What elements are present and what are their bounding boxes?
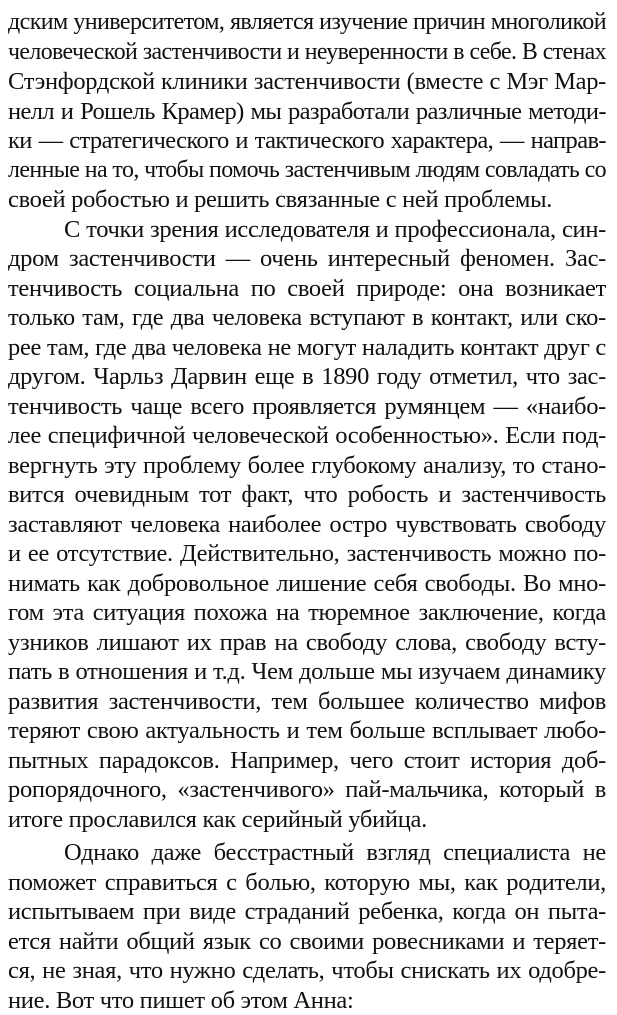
text-line: тенчивость социальна по своей природе: она возникает (8, 274, 606, 304)
text-line: своей робостью и решить связанные с ней проблемы. (8, 185, 606, 215)
text-line: вергнуть эту проблему более глубокому анализу, то стано- (8, 451, 606, 481)
text-line: другом. Чарльз Дарвин еще в 1890 году отметил, что зас- (8, 362, 606, 392)
text-line: и ее отсутствие. Действительно, застенчивость можно по- (8, 539, 606, 569)
text-line: только там, где два человека вступают в контакт, или ско- (8, 303, 606, 333)
text-line: теряют свою актуальность и тем больше всплывает любо- (8, 716, 606, 746)
paragraph-1 (8, 8, 606, 215)
text-line: узников лишают их прав на свободу слова, свободу всту- (8, 628, 606, 658)
text-line: человеческой застенчивости и неуверенности в себе. В стенах (8, 38, 606, 68)
text-line: тенчивость чаще всего проявляется румянцем — «наибо- (8, 392, 606, 422)
text-line: ся, не зная, что нужно сделать, чтобы снискать их одобре- (8, 956, 606, 986)
paragraph-2 (8, 215, 606, 835)
text-line: ки — стратегического и тактического характера, — направ- (8, 126, 606, 156)
text-line: пытных парадоксов. Например, чего стоит история доб- (8, 746, 606, 776)
document-page (8, 8, 606, 1015)
text-line: дским университетом, является изучение причин многоликой (8, 8, 606, 38)
text-line: ние. Вот что пишет об этом Анна: (8, 986, 606, 1015)
text-line: ется найти общий язык со своими ровесниками и теряет- (8, 927, 606, 957)
text-line: С точки зрения исследователя и профессионала, син- (8, 215, 606, 245)
text-line: гом эта ситуация похожа на тюремное заключение, когда (8, 598, 606, 628)
text-line: Стэнфордской клиники застенчивости (вместе с Мэг Мар- (8, 67, 606, 97)
text-line: лее специфичной человеческой особенностью». Если под- (8, 421, 606, 451)
text-line: дром застенчивости — очень интересный феномен. Зас- (8, 244, 606, 274)
text-line: нимать как добровольное лишение себя свободы. Во мно- (8, 569, 606, 599)
text-line: вится очевидным тот факт, что робость и застенчивость (8, 480, 606, 510)
text-line: ленные на то, чтобы помочь застенчивым людям совладать со (8, 156, 606, 186)
text-line: нелл и Рошель Крамер) мы разработали различные методи- (8, 97, 606, 127)
paragraph-3 (8, 838, 606, 1015)
text-line: заставляют человека наиболее остро чувствовать свободу (8, 510, 606, 540)
text-line: итоге прославился как серийный убийца. (8, 805, 606, 835)
text-line: испытываем при виде страданий ребенка, когда он пыта- (8, 897, 606, 927)
text-line: поможет справиться с болью, которую мы, как родители, (8, 868, 606, 898)
text-line: пать в отношения и т.д. Чем дольше мы изучаем динамику (8, 657, 606, 687)
text-line: развития застенчивости, тем большее количество мифов (8, 687, 606, 717)
text-line: ропорядочного, «застенчивого» пай-мальчика, который в (8, 775, 606, 805)
text-line: Однако даже бесстрастный взгляд специалиста не (8, 838, 606, 868)
text-line: рее там, где два человека не могут наладить контакт друг с (8, 333, 606, 363)
